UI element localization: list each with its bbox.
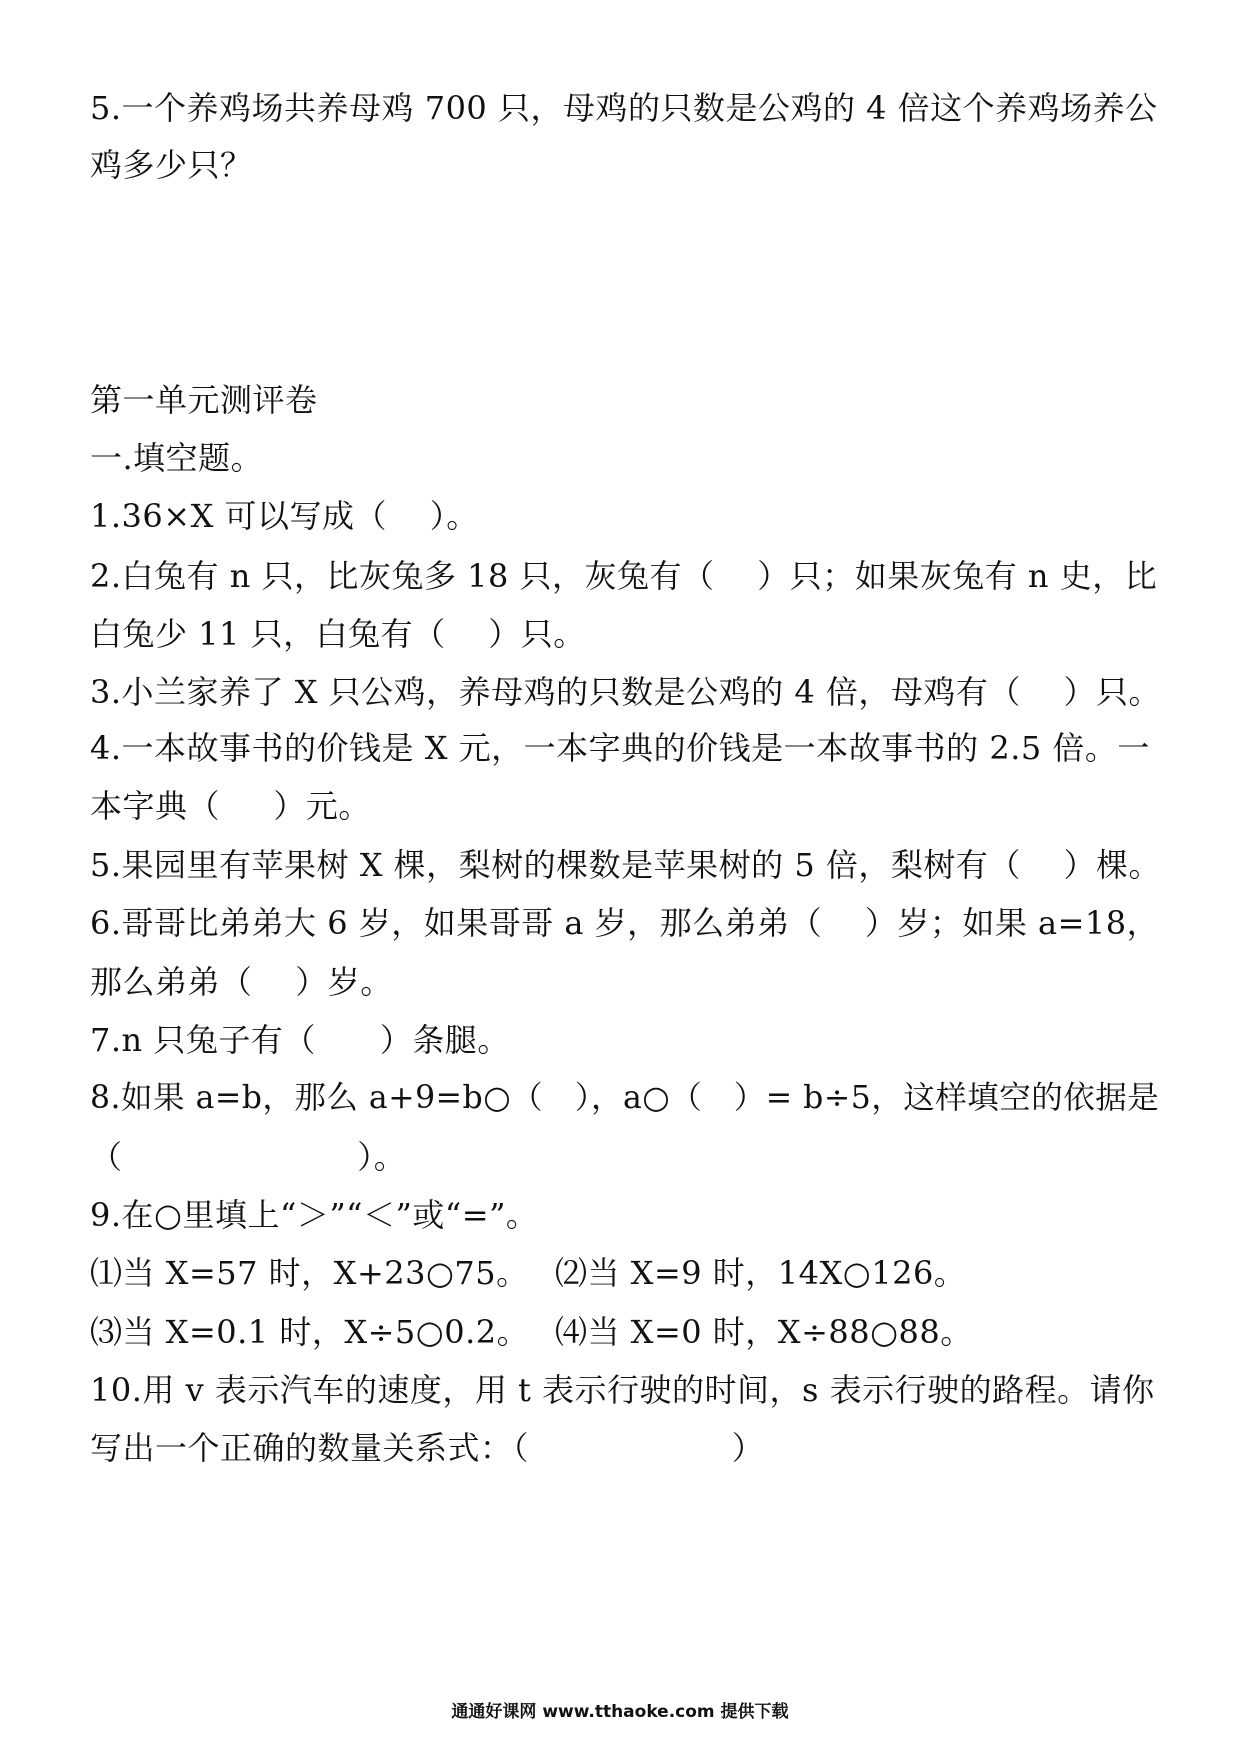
prev-problem-line1: 5.一个养鸡场共养母鸡 700 只，母鸡的只数是公鸡的 4 倍这个养鸡场养公 — [90, 89, 1158, 127]
footer-watermark: 通通好课网 www.tthaoke.com 提供下载 — [451, 1702, 789, 1722]
question-5: 5.果园里有苹果树 X 棵，梨树的棵数是苹果树的 5 倍，梨树有（ ）棵。 — [90, 846, 1162, 884]
question-9-part-2: ⑵当 X=9 时，14X○126。 — [555, 1254, 967, 1292]
question-3: 3.小兰家养了 X 只公鸡，养母鸡的只数是公鸡的 4 倍，母鸡有（ ）只。 — [90, 673, 1162, 711]
question-7: 7.n 只兔子有（ ）条腿。 — [90, 1021, 510, 1059]
question-9-part-1: ⑴当 X=57 时，X+23○75。 — [90, 1254, 529, 1292]
question-8-line1: 8.如果 a=b，那么 a+9=b○（ ），a○（ ）= b÷5，这样填空的依据是 — [90, 1080, 1160, 1116]
part-one-title: 一.填空题。 — [90, 439, 264, 477]
question-2-line2: 白兔少 11 只，白兔有（ ）只。 — [90, 615, 586, 653]
prev-problem-line2: 鸡多少只？ — [90, 146, 253, 184]
question-6-line2: 那么弟弟（ ）岁。 — [90, 963, 393, 1001]
question-9-part-3: ⑶当 X=0.1 时，X÷5○0.2。 — [90, 1313, 530, 1351]
question-1: 1.36×X 可以写成（ ）。 — [90, 497, 479, 535]
question-9-part-4: ⑷当 X=0 时，X÷88○88。 — [555, 1313, 973, 1351]
question-9: 9.在○里填上“＞”“＜”或“=”。 — [90, 1196, 539, 1234]
question-4-line2: 本字典（ ）元。 — [90, 787, 371, 825]
question-2-line1: 2.白兔有 n 只，比灰兔多 18 只，灰兔有（ ）只；如果灰兔有 n 史，比 — [90, 557, 1158, 595]
question-8-line2: （ ）。 — [90, 1138, 407, 1176]
question-4-line1: 4.一本故事书的价钱是 X 元，一本字典的价钱是一本故事书的 2.5 倍。一 — [90, 729, 1150, 767]
section-title: 第一单元测评卷 — [90, 381, 318, 419]
question-6-line1: 6.哥哥比弟弟大 6 岁，如果哥哥 a 岁，那么弟弟（ ）岁；如果 a=18， — [90, 904, 1160, 942]
question-10-line2: 写出一个正确的数量关系式：（ ） — [90, 1429, 765, 1467]
question-10-line1: 10.用 v 表示汽车的速度，用 t 表示行驶的时间，s 表示行驶的路程。请你 — [90, 1371, 1155, 1409]
